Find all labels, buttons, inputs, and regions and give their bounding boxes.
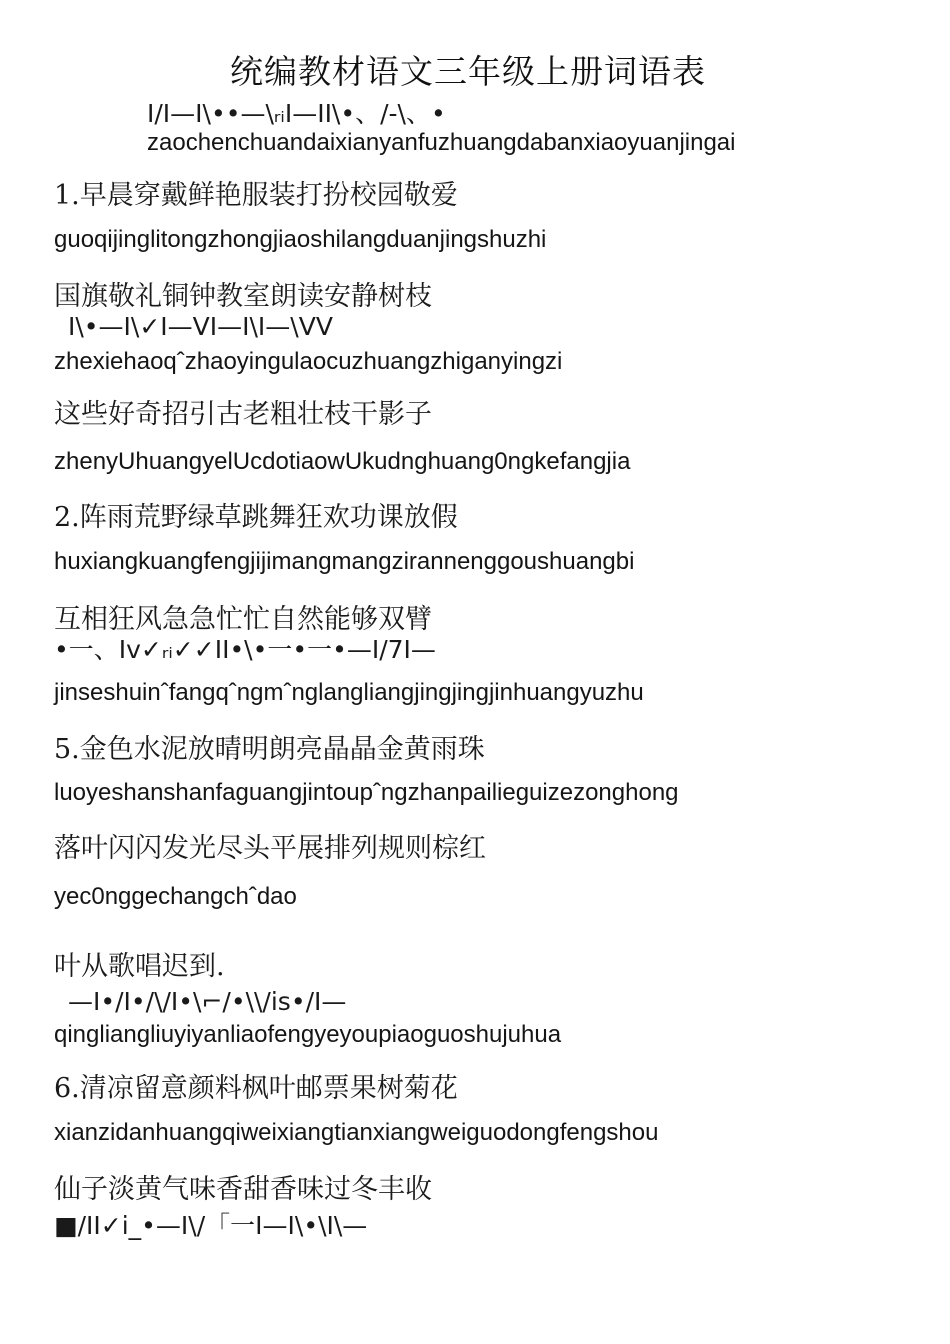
vocabulary-row: 6.清凉留意颜料枫叶邮票果树菊花 — [54, 1073, 458, 1104]
vocabulary-row: 落叶闪闪发光尽头平展排列规则棕红 — [54, 833, 486, 864]
pinyin-row: yec0nggechangchˆdao — [54, 883, 297, 910]
pinyin-row: huxiangkuangfengjijimangmangzirannenggoushuangbi — [54, 548, 635, 575]
pinyin-row: zhenyUhuangyelUcdotiaowUkudnghuang0ngkefangjia — [54, 448, 631, 475]
pinyin-row: jinseshuinˆfangqˆngmˆnglangliangjingjingjinhuangyuzhu — [54, 679, 644, 706]
vocabulary-row: 这些好奇招引古老粗壮枝干影子 — [54, 399, 432, 430]
vocabulary-row: 2.阵雨荒野绿草跳舞狂欢功课放假 — [54, 502, 458, 533]
tone-mark-row: ■/II✓i_•—I\/「一I—I\•\I\— — [54, 1211, 368, 1240]
vocabulary-row: 国旗敬礼铜钟教室朗读安静树枝 — [54, 281, 432, 312]
pinyin-row: zaochenchuandaixianyanfuzhuangdabanxiaoyuanjingai — [147, 129, 736, 156]
vocabulary-row: 仙子淡黄气味香甜香味过冬丰收 — [54, 1174, 432, 1205]
tone-mark-row: I/I—I\••—\ᵣᵢI—II\•、/-\、• — [147, 99, 446, 128]
pinyin-row: zhexiehaoqˆzhaoyingulaocuzhuangzhiganyingzi — [54, 348, 563, 375]
vocabulary-row: 5.金色水泥放晴明朗亮晶晶金黄雨珠 — [54, 734, 485, 765]
vocabulary-row: 1.早晨穿戴鲜艳服装打扮校园敬爱 — [54, 180, 458, 211]
pinyin-row: xianzidanhuangqiweixiangtianxiangweiguodongfengshou — [54, 1119, 659, 1146]
pinyin-row: guoqijinglitongzhongjiaoshilangduanjingshuzhi — [54, 226, 547, 253]
pinyin-row: luoyeshanshanfaguangjintoupˆngzhanpailieguizezonghong — [54, 779, 679, 806]
tone-mark-row: I\•—I\✓I—VI—I\I—\VV — [68, 312, 333, 341]
pinyin-row: qingliangliuyiyanliaofengyeyoupiaoguoshujuhua — [54, 1021, 562, 1048]
page-title: 统编教材语文三年级上册词语表 — [230, 52, 706, 91]
tone-mark-row: —I•/I•/\/I•\⌐/•\\/is•/I— — [68, 987, 347, 1016]
vocabulary-row: 互相狂风急急忙忙自然能够双臂 — [54, 604, 432, 635]
vocabulary-row: 叶从歌唱迟到. — [54, 951, 225, 982]
tone-mark-row: •一、Iv✓ᵣᵢ✓✓II•\•一•一•—I/7I— — [54, 635, 436, 664]
